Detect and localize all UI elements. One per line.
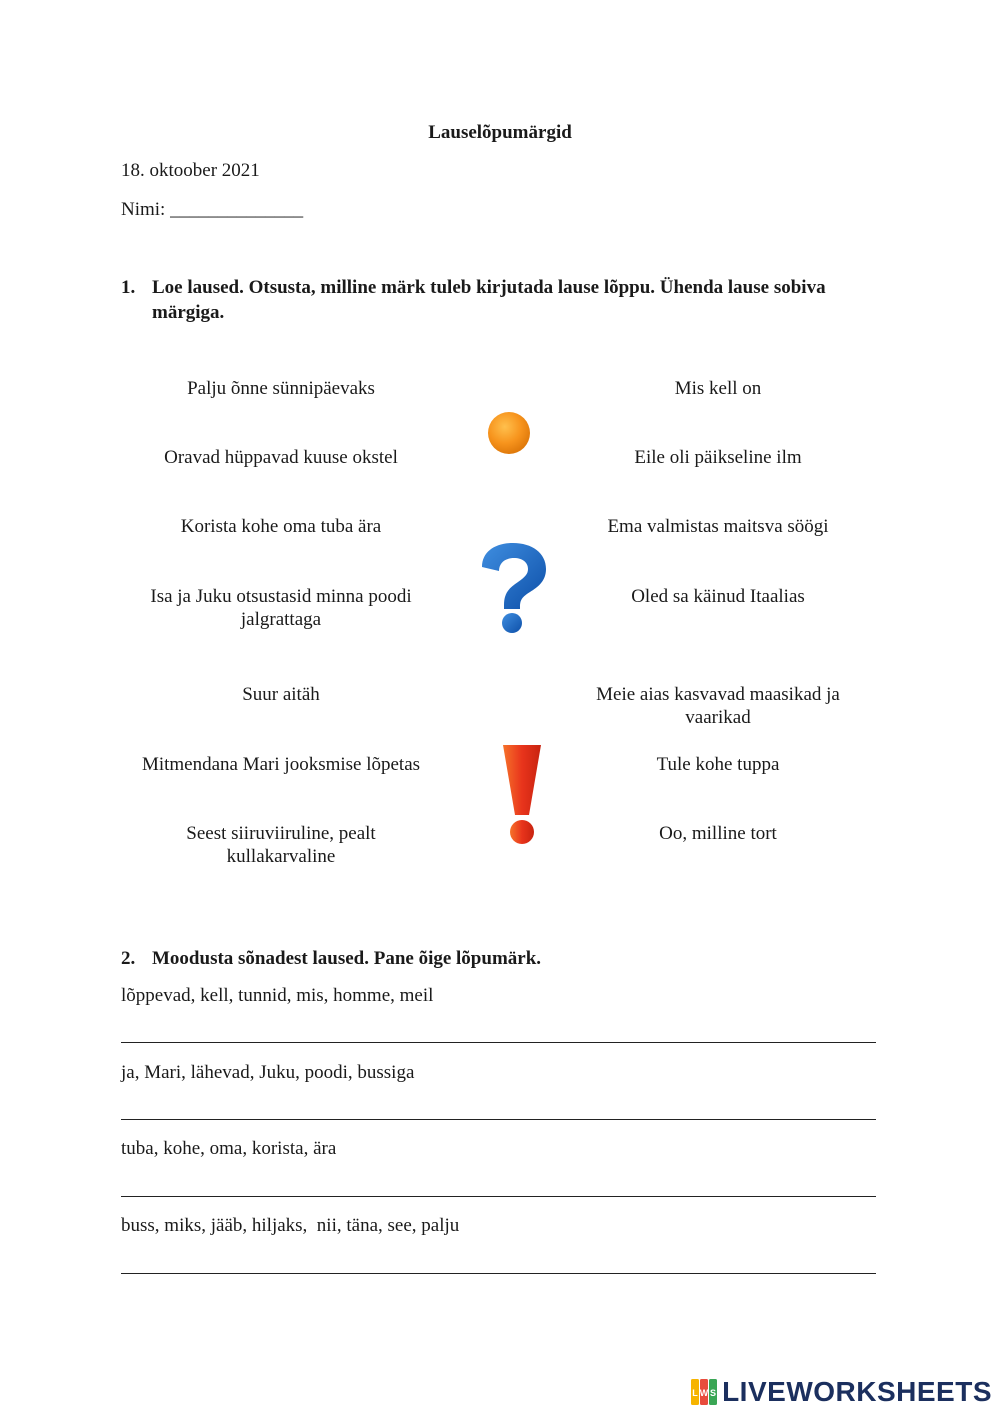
right-sentence[interactable]: Ema valmistas maitsva söögi [607,516,829,537]
logo-letter-w: W [699,1388,709,1398]
left-sentence[interactable]: Seest siiruviiruline, pealt kullakarvaline [186,823,376,867]
left-sentence[interactable]: Korista kohe oma tuba ära [180,516,382,537]
task-2-instruction: Moodusta sõnadest laused. Pane õige lõpumärk. [152,948,542,969]
answer-line[interactable] [121,1273,876,1274]
task-2-heading [121,946,881,971]
task-1-number: 1. [121,277,136,298]
left-sentence[interactable]: Palju õnne sünnipäevaks [187,378,375,399]
right-sentence[interactable]: Eile oli päikseline ilm [634,447,802,468]
right-sentence[interactable]: Oo, milline tort [659,823,777,844]
period-icon[interactable] [486,411,532,457]
logo-letter-s: S [710,1388,717,1398]
word-group: tuba, kohe, oma, korista, ära [121,1138,337,1159]
task-1-instruction: Loe laused. Otsusta, milline märk tuleb kirjutada lause lõppu. Ühenda lause sobiva märgiga. [152,277,826,323]
answer-line[interactable] [121,1119,876,1120]
left-sentence[interactable]: Suur aitäh [242,684,320,705]
document-title: Lauselõpumärgid [428,122,572,143]
liveworksheets-brand[interactable] [690,1376,992,1408]
left-sentence[interactable]: Mitmendana Mari jooksmise lõpetas [141,754,421,775]
word-group: ja, Mari, lähevad, Juku, poodi, bussiga [121,1062,415,1083]
right-sentence[interactable]: Mis kell on [674,378,762,399]
exclamation-mark-icon[interactable] [499,743,545,847]
brand-name: LIVEWORKSHEETS [722,1376,992,1407]
question-mark-icon[interactable] [476,541,550,635]
logo-letter-l: L [692,1388,698,1398]
left-sentence[interactable]: Isa ja Juku otsustasid minna poodi jalgrattaga [150,586,412,630]
left-sentence[interactable]: Oravad hüppavad kuuse okstel [164,447,398,468]
right-sentence[interactable]: Oled sa käinud Itaalias [631,586,805,607]
task-1-heading [121,275,881,325]
name-field[interactable]: Nimi: ______________ [121,199,304,220]
word-group: buss, miks, jääb, hiljaks, nii, täna, see, palju [121,1215,460,1236]
word-group: lõppevad, kell, tunnid, mis, homme, meil [121,985,434,1006]
answer-line[interactable] [121,1042,876,1043]
task-2-number: 2. [121,948,136,969]
document-date: 18. oktoober 2021 [121,160,260,181]
right-sentence[interactable]: Meie aias kasvavad maasikad ja vaarikad [596,684,840,728]
right-sentence[interactable]: Tule kohe tuppa [656,754,780,775]
liveworksheets-logo-icon [690,1378,718,1406]
answer-line[interactable] [121,1196,876,1197]
